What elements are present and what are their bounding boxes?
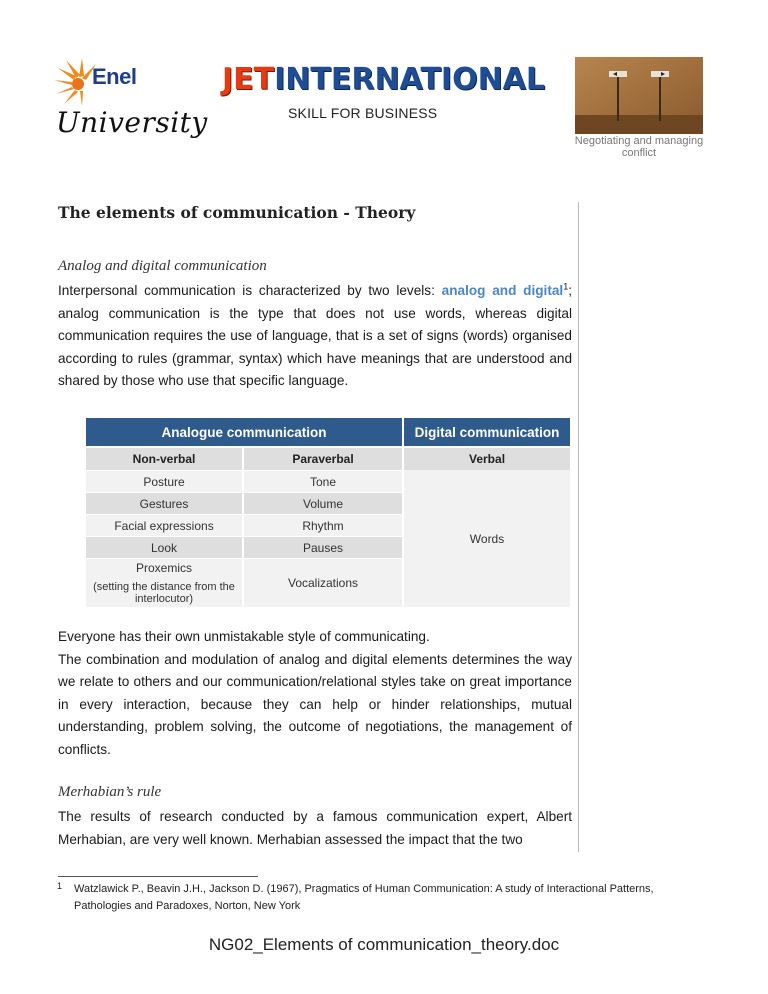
cell-nonverbal: Gestures bbox=[86, 492, 244, 514]
section-heading-analog-digital: Analog and digital communication bbox=[58, 258, 267, 274]
paragraph-merhabian: The results of research conducted by a famous communication expert, Albert Merhabian, are very well known. Merhabian assessed the impact that the two bbox=[58, 809, 572, 847]
cell-nonverbal: Facial expressions bbox=[86, 514, 244, 536]
jet-logo-part2: INTERNATIONAL bbox=[274, 62, 546, 97]
page-title: The elements of communication - Theory bbox=[58, 203, 416, 222]
table-row bbox=[86, 470, 570, 492]
footnote-number: 1 bbox=[57, 881, 63, 891]
column-divider bbox=[578, 202, 579, 852]
cell-paraverbal: Vocalizations bbox=[244, 558, 404, 607]
cell-verbal-words: Words bbox=[404, 470, 570, 607]
paragraph-style bbox=[58, 626, 572, 761]
enel-wordmark: Enel bbox=[92, 64, 137, 89]
signpost-photo bbox=[575, 57, 703, 134]
cell-nonverbal: Posture bbox=[86, 470, 244, 492]
paragraph-style-body: The combination and modulation of analog and digital elements determines the way we relate to others and our communication/relational styles take on great importance in every interaction, because they can help or hinder relationships, mutual understanding, problem solving, the outcome of negotiations, the management of conflicts. bbox=[58, 651, 572, 757]
analog-digital-highlight: analog and digital bbox=[441, 283, 564, 298]
tagline: SKILL FOR BUSINESS bbox=[288, 105, 438, 121]
footer-filename: NG02_Elements of communication_theory.doc bbox=[208, 935, 560, 954]
cell-paraverbal: Volume bbox=[244, 492, 404, 514]
footnote bbox=[57, 881, 694, 915]
cell-paraverbal: Tone bbox=[244, 470, 404, 492]
cell-proxemics-note: (setting the distance from the interlocutor) bbox=[93, 581, 235, 605]
paragraph-intro bbox=[58, 280, 572, 393]
cell-nonverbal: Look bbox=[86, 536, 244, 558]
header-digital: Digital communication bbox=[404, 418, 570, 446]
communication-table bbox=[86, 418, 570, 607]
header-analogue: Analogue communication bbox=[86, 418, 404, 446]
photo-caption: Negotiating and managing conflict bbox=[574, 135, 704, 159]
jet-logo-part1: JET bbox=[222, 62, 275, 97]
footnote-separator bbox=[58, 876, 258, 877]
cell-paraverbal: Rhythm bbox=[244, 514, 404, 536]
paragraph-style-line1: Everyone has their own unmistakable style of communicating. bbox=[58, 629, 430, 644]
cell-nonverbal bbox=[86, 558, 244, 607]
cell-proxemics: Proxemics bbox=[135, 561, 192, 575]
footnote-ref: 1 bbox=[563, 281, 569, 292]
section-heading-merhabian: Merhabian’s rule bbox=[58, 784, 162, 800]
subheader-verbal: Verbal bbox=[404, 446, 570, 470]
intro-text-start: Interpersonal communication is characterized by two levels: bbox=[58, 283, 442, 298]
jet-international-logo bbox=[222, 62, 545, 97]
footnote-text: Watzlawick P., Beavin J.H., Jackson D. (1967), Pragmatics of Human Communication: A study of Interactional Patterns, Pathologies and Paradoxes, Norton, New York bbox=[74, 883, 654, 912]
university-wordmark: University bbox=[56, 106, 208, 139]
subheader-paraverbal: Paraverbal bbox=[244, 446, 404, 470]
intro-text-end: ; analog communication is the type that does not use words, whereas digital communication requires the use of language, that is a set of signs (words) organised according to rules (grammar, syntax) which have meanings that are understood and shared by those who use that specific language. bbox=[58, 283, 572, 388]
cell-paraverbal: Pauses bbox=[244, 536, 404, 558]
subheader-nonverbal: Non-verbal bbox=[86, 446, 244, 470]
enel-sun-icon bbox=[54, 58, 96, 106]
